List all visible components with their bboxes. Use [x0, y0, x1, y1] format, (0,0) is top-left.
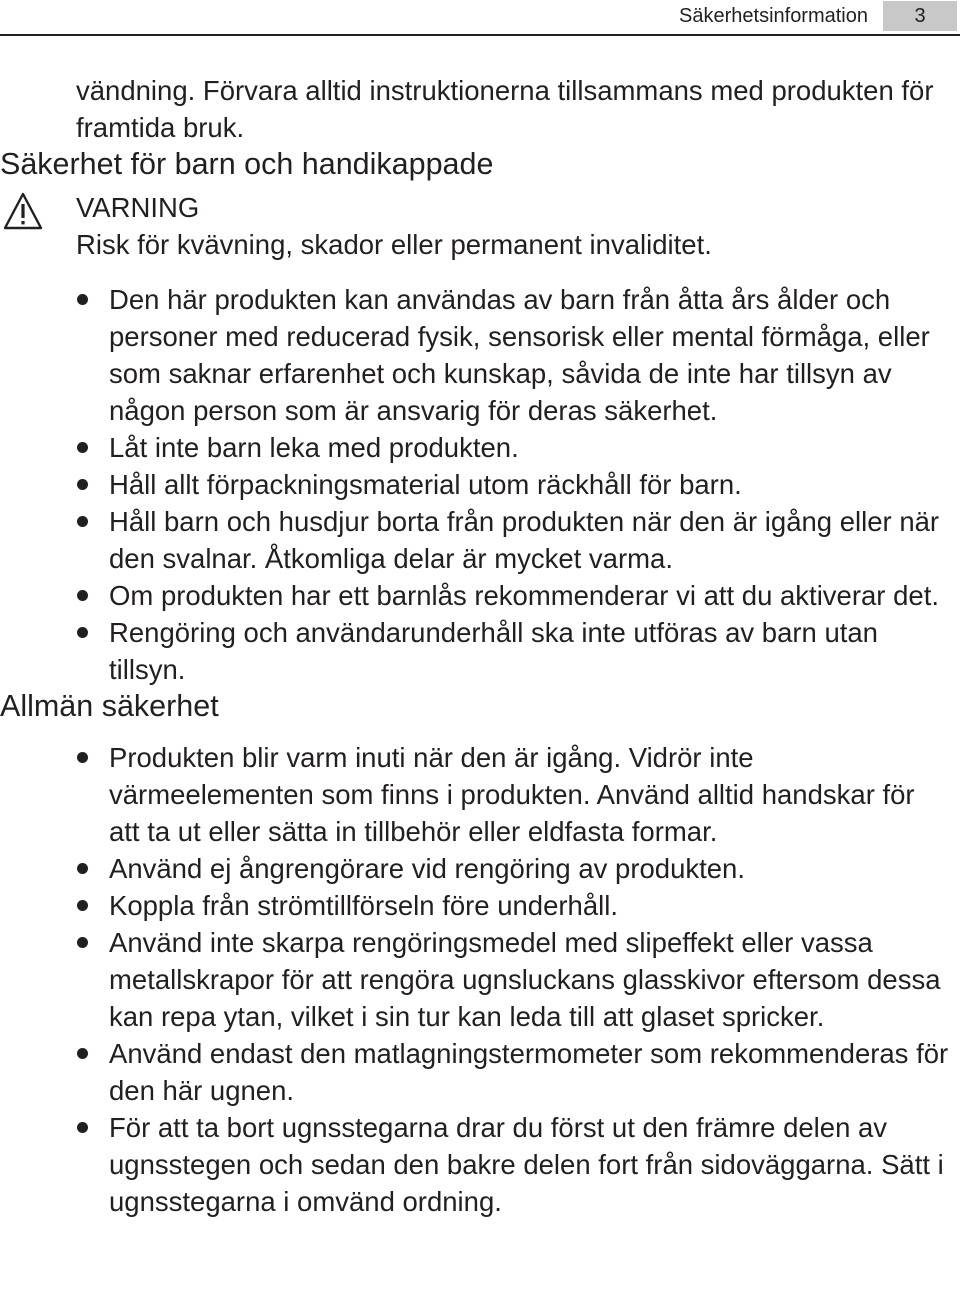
- list-item-text: Håll allt förpackningsmaterial utom räckhåll för barn.: [109, 469, 742, 500]
- list-item: [0, 1035, 949, 1109]
- general-safety-heading: Allmän säkerhet: [0, 689, 219, 723]
- page-content: [0, 72, 960, 1220]
- list-item: [0, 739, 949, 850]
- list-item-text: Håll barn och husdjur borta från produkten när den är igång eller när den svalnar. Åtkomliga delar är mycket varma.: [109, 506, 940, 574]
- header-title: Säkerhetsinformation: [679, 5, 868, 27]
- bullet-icon: [77, 479, 88, 490]
- header-divider: [0, 34, 960, 36]
- bullet-icon: [77, 627, 88, 638]
- bullet-icon: [77, 294, 88, 305]
- list-item-text: Använd endast den matlagningstermometer som rekommenderas för den här ugnen.: [109, 1038, 949, 1106]
- warning-block: [0, 189, 960, 267]
- page-number: 3: [883, 1, 957, 31]
- list-item-text: Den här produkten kan användas av barn från åtta års ålder och personer med reducerad fysik, sensorisk eller mental förmåga, eller som saknar erfarenhet och kunskap, såvida de inte har tillsyn av någon person som är ansvarig för deras säkerhet.: [109, 284, 930, 426]
- bullet-icon: [77, 442, 88, 453]
- list-item-text: Koppla från strömtillförseln före underhåll.: [109, 890, 619, 921]
- list-item-text: Låt inte barn leka med produkten.: [109, 432, 519, 463]
- list-item: [0, 503, 949, 577]
- list-item-text: Om produkten har ett barnlås rekommenderar vi att du aktiverar det.: [109, 580, 939, 611]
- warning-triangle-icon: [3, 192, 43, 230]
- warning-text: Risk för kvävning, skador eller permanent invaliditet.: [76, 229, 712, 260]
- list-item: [0, 1109, 949, 1220]
- list-item: [0, 429, 949, 466]
- bullet-icon: [77, 1122, 88, 1133]
- bullet-icon: [77, 900, 88, 911]
- page-header: [0, 0, 960, 36]
- warning-title: VARNING: [76, 192, 200, 223]
- list-item-text: Produkten blir varm inuti när den är igång. Vidrör inte värmeelementen som finns i produkten. Använd alltid handskar för att ta ut eller sätta in tillbehör eller eldfasta formar.: [109, 742, 915, 847]
- list-item: [0, 577, 949, 614]
- intro-paragraph: vändning. Förvara alltid instruktionerna tillsammans med produkten för framtida bruk.: [76, 75, 934, 143]
- list-item-text: För att ta bort ugnsstegarna drar du först ut den främre delen av ugnsstegen och sedan den bakre delen fort från sidoväggarna. Sätt i ugnsstegarna i omvänd ordning.: [109, 1112, 944, 1217]
- bullet-icon: [77, 937, 88, 948]
- bullet-icon: [77, 863, 88, 874]
- child-safety-heading: Säkerhet för barn och handikappade: [0, 147, 494, 181]
- list-item-text: Använd inte skarpa rengöringsmedel med slipeffekt eller vassa metallskrapor för att rengöra ugnsluckans glasskivor eftersom dessa kan repa ytan, vilket i sin tur kan leda till att glaset spricker.: [109, 927, 941, 1032]
- list-item: [0, 850, 949, 887]
- list-item-text: Använd ej ångrengörare vid rengöring av produkten.: [109, 853, 745, 884]
- list-item: [0, 924, 949, 1035]
- list-item: [0, 614, 949, 688]
- bullet-icon: [77, 590, 88, 601]
- list-item: [0, 466, 949, 503]
- list-item-text: Rengöring och användarunderhåll ska inte utföras av barn utan tillsyn.: [109, 617, 878, 685]
- child-safety-list: [0, 281, 960, 688]
- general-safety-list: [0, 739, 960, 1220]
- list-item: [0, 281, 949, 429]
- bullet-icon: [77, 516, 88, 527]
- list-item: [0, 887, 949, 924]
- bullet-icon: [77, 752, 88, 763]
- bullet-icon: [77, 1048, 88, 1059]
